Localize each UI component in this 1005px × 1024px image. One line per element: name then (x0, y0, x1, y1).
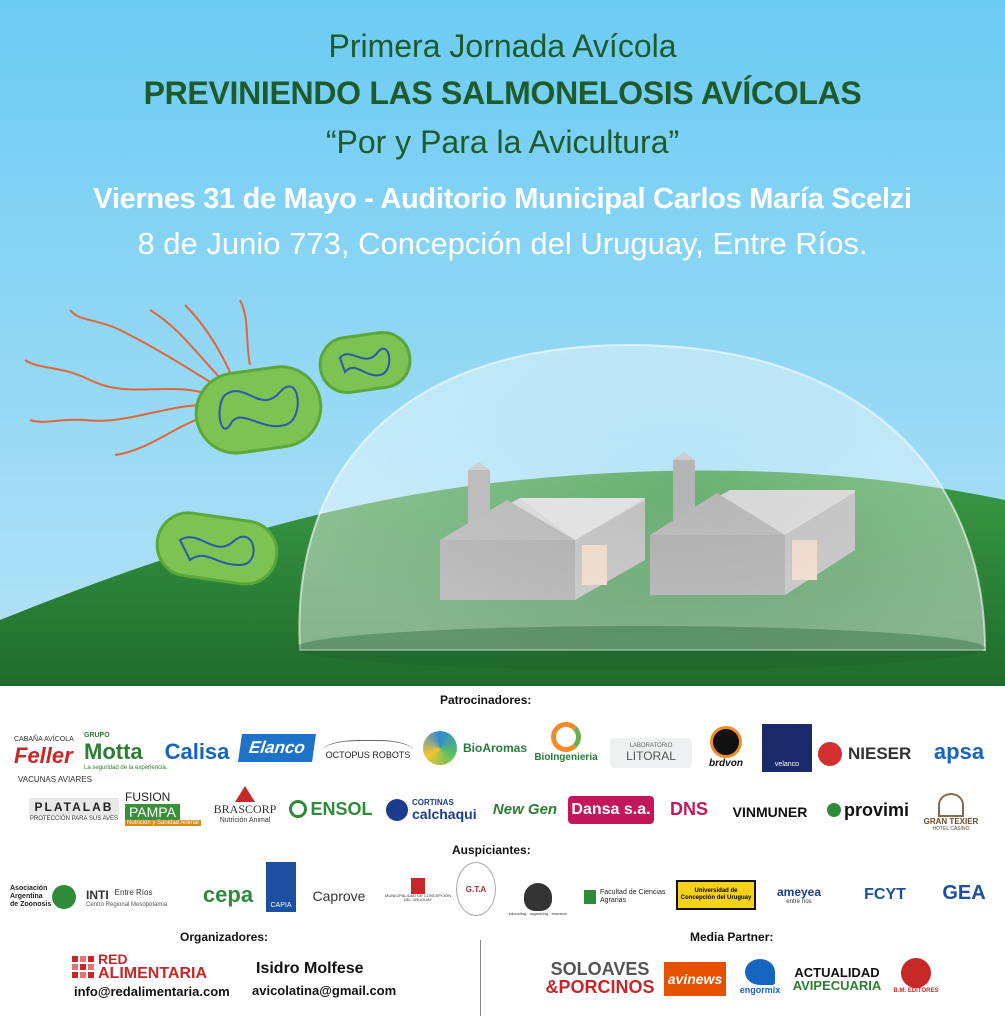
motta-name: Motta (84, 738, 143, 764)
provimi-logo (820, 796, 916, 824)
municipalidad-name: MUNICIPALIDAD DE CONCEPCIÓN DEL URUGUAY (385, 892, 451, 902)
bm-editores-icon (901, 958, 931, 988)
feller-sub: CABAÑA AVÍCOLA (14, 735, 74, 743)
brdvon-logo (697, 722, 755, 772)
avinews-logo: avinews (664, 962, 726, 996)
caprove-logo: Caprove (312, 888, 366, 904)
litoral-sub: LABORATORIO (629, 743, 673, 749)
bioaromas-logo (423, 728, 529, 768)
nieser-name: NIESER (848, 744, 912, 763)
fusion-pampa-logo (125, 788, 199, 828)
brascorp-name: BRASCORP (213, 802, 277, 816)
event-slogan: “Por y Para la Avicultura” (325, 124, 680, 160)
gta-logo (456, 862, 496, 916)
gran-texier-logo (920, 784, 982, 840)
organizer-email-2[interactable]: avicolatina@gmail.com (252, 983, 397, 998)
ensol-logo (286, 794, 376, 824)
inti-sub: Centro Regional Mesopotamia (86, 902, 168, 908)
feller-logo (14, 732, 80, 772)
event-date-venue: Viernes 31 de Mayo - Auditorio Municipal Carlos María Scelzi (93, 183, 912, 215)
cortinas-calchaqui-logo (386, 794, 478, 826)
brdvon-name: brdvon (709, 757, 743, 769)
fusion-name: FUSION (125, 790, 171, 804)
motta-tag: La seguridad de la experiencia. (84, 764, 168, 771)
red-alimentaria-bottom: ALIMENTARIA (98, 965, 208, 982)
calisa-logo: Calisa (164, 739, 230, 764)
event-subtitle: Primera Jornada Avícola (328, 28, 677, 64)
brascorp-logo (206, 780, 284, 830)
engormix-logo (734, 954, 786, 1000)
event-address: 8 de Junio 773, Concepción del Uruguay, Entre Ríos. (137, 226, 868, 261)
inti-name: INTI (86, 888, 109, 902)
actualidad-avipecuaria-logo (792, 962, 882, 996)
calchaqui-name: calchaqui (412, 806, 477, 822)
velanco-logo: velanco (762, 724, 812, 772)
municipalidad-logo (382, 866, 454, 914)
gran-texier-name: GRAN TEXIER (923, 816, 979, 826)
ensol-name: ENSOL (310, 798, 373, 819)
facultad-logo (584, 882, 670, 912)
avipecuaria-name: AVIPECUARIA (792, 978, 882, 993)
feller-name: Feller (14, 742, 73, 768)
vinmuner-logo: VINMUNER (732, 804, 808, 820)
new-gen-logo: New Gen (492, 800, 558, 818)
provimi-name: provimi (843, 799, 909, 820)
gran-texier-sub: HOTEL CASINO (932, 825, 970, 832)
gea-logo: GEA (942, 881, 986, 904)
red-alimentaria-top: RED (98, 951, 128, 967)
auspiciantes-title: Auspiciantes: (452, 843, 531, 857)
zoonosis-name: Asociación Argentina de Zoonosis (10, 885, 52, 908)
gran-texier-icon (938, 793, 964, 817)
fusion-sub: Nutrición y Sanidad Animal (127, 820, 199, 826)
organizer-name-2: Isidro Molfese (256, 960, 364, 977)
bioaromas-name: BioAromas (463, 741, 528, 755)
elanco-logo: Elanco (238, 734, 316, 762)
gta-name: G.T.A (465, 884, 487, 894)
brascorp-sub: Nutrición Animal (219, 817, 271, 824)
vertical-divider (480, 940, 481, 1016)
ucu-logo: Universidad de Concepción del Uruguay (676, 880, 756, 910)
event-title: PREVINIENDO LAS SALMONELOSIS AVÍCOLAS (143, 75, 862, 111)
bioingenieria-logo (532, 714, 600, 770)
organizers-title: Organizadores: (180, 930, 269, 944)
porcinos-name: &PORCINOS (545, 977, 655, 997)
media-title: Media Partner: (690, 930, 774, 944)
capia-logo: CAPIA (266, 862, 296, 912)
soloaves-name: SOLOAVES (550, 959, 650, 979)
engormix-icon (745, 959, 775, 985)
cepa-logo: cepa (202, 882, 254, 907)
bm-editores-name: B.M. EDITORES (893, 988, 939, 994)
engormix-name: engormix (739, 985, 781, 995)
apsa-logo: apsa (933, 739, 985, 764)
cortinas-name: CORTINAS (412, 798, 454, 807)
organizer-email-1[interactable]: info@redalimentaria.com (74, 984, 230, 999)
red-alimentaria-icon (72, 956, 94, 978)
litoral-name: LITORAL (626, 749, 676, 763)
zoonosis-icon (52, 885, 76, 909)
motta-sub: GRUPO (84, 731, 110, 739)
fcyt-logo: FCYT (864, 886, 906, 903)
ameyea-sub: entre ríos (786, 899, 812, 905)
municipalidad-icon (411, 878, 425, 894)
platalab-name: PLATALAB (29, 798, 120, 816)
rooster-org-tagline: educating · organizing · research (508, 911, 568, 916)
bm-editores-logo (884, 952, 948, 1000)
ameyea-name: ameyea (776, 885, 822, 899)
actualidad-name: ACTUALIDAD (794, 965, 880, 980)
soloaves-logo (545, 958, 655, 998)
sponsors-title: Patrocinadores: (440, 693, 532, 707)
zoonosis-logo (10, 876, 82, 918)
brdvon-icon (710, 726, 742, 758)
bioingenieria-name: BioIngenieria (534, 751, 598, 763)
octopus-robots-logo: OCTOPUS ROBOTS (322, 740, 414, 768)
dns-logo: DNS (669, 798, 708, 819)
nieser-logo (818, 740, 918, 768)
cortinas-icon (386, 799, 408, 821)
platalab-logo (28, 792, 120, 828)
bioingenieria-icon (551, 722, 581, 752)
inti-region: Entre Ríos (114, 888, 153, 897)
pampa-name: PAMPA (125, 804, 180, 820)
litoral-logo (610, 738, 692, 768)
red-alimentaria-logo (72, 950, 222, 984)
dansa-logo: Dansa s.a. (568, 796, 654, 824)
brascorp-icon (235, 786, 255, 802)
motta-logo (84, 730, 168, 772)
ameyea-logo (760, 878, 838, 912)
rooster-org-logo (498, 862, 578, 916)
ensol-icon (289, 800, 307, 818)
bioaromas-icon (423, 731, 457, 765)
inti-logo (86, 880, 190, 916)
vacunas-aviares-label: VACUNAS AVIARES (18, 775, 92, 784)
nieser-icon (818, 742, 842, 766)
rooster-icon (524, 883, 552, 911)
facultad-name: Facultad de Ciencias Agrarias (600, 888, 666, 904)
facultad-icon (584, 890, 596, 904)
provimi-icon (827, 803, 841, 817)
platalab-sub: PROTECCIÓN PARA SUS AVES (29, 816, 119, 822)
